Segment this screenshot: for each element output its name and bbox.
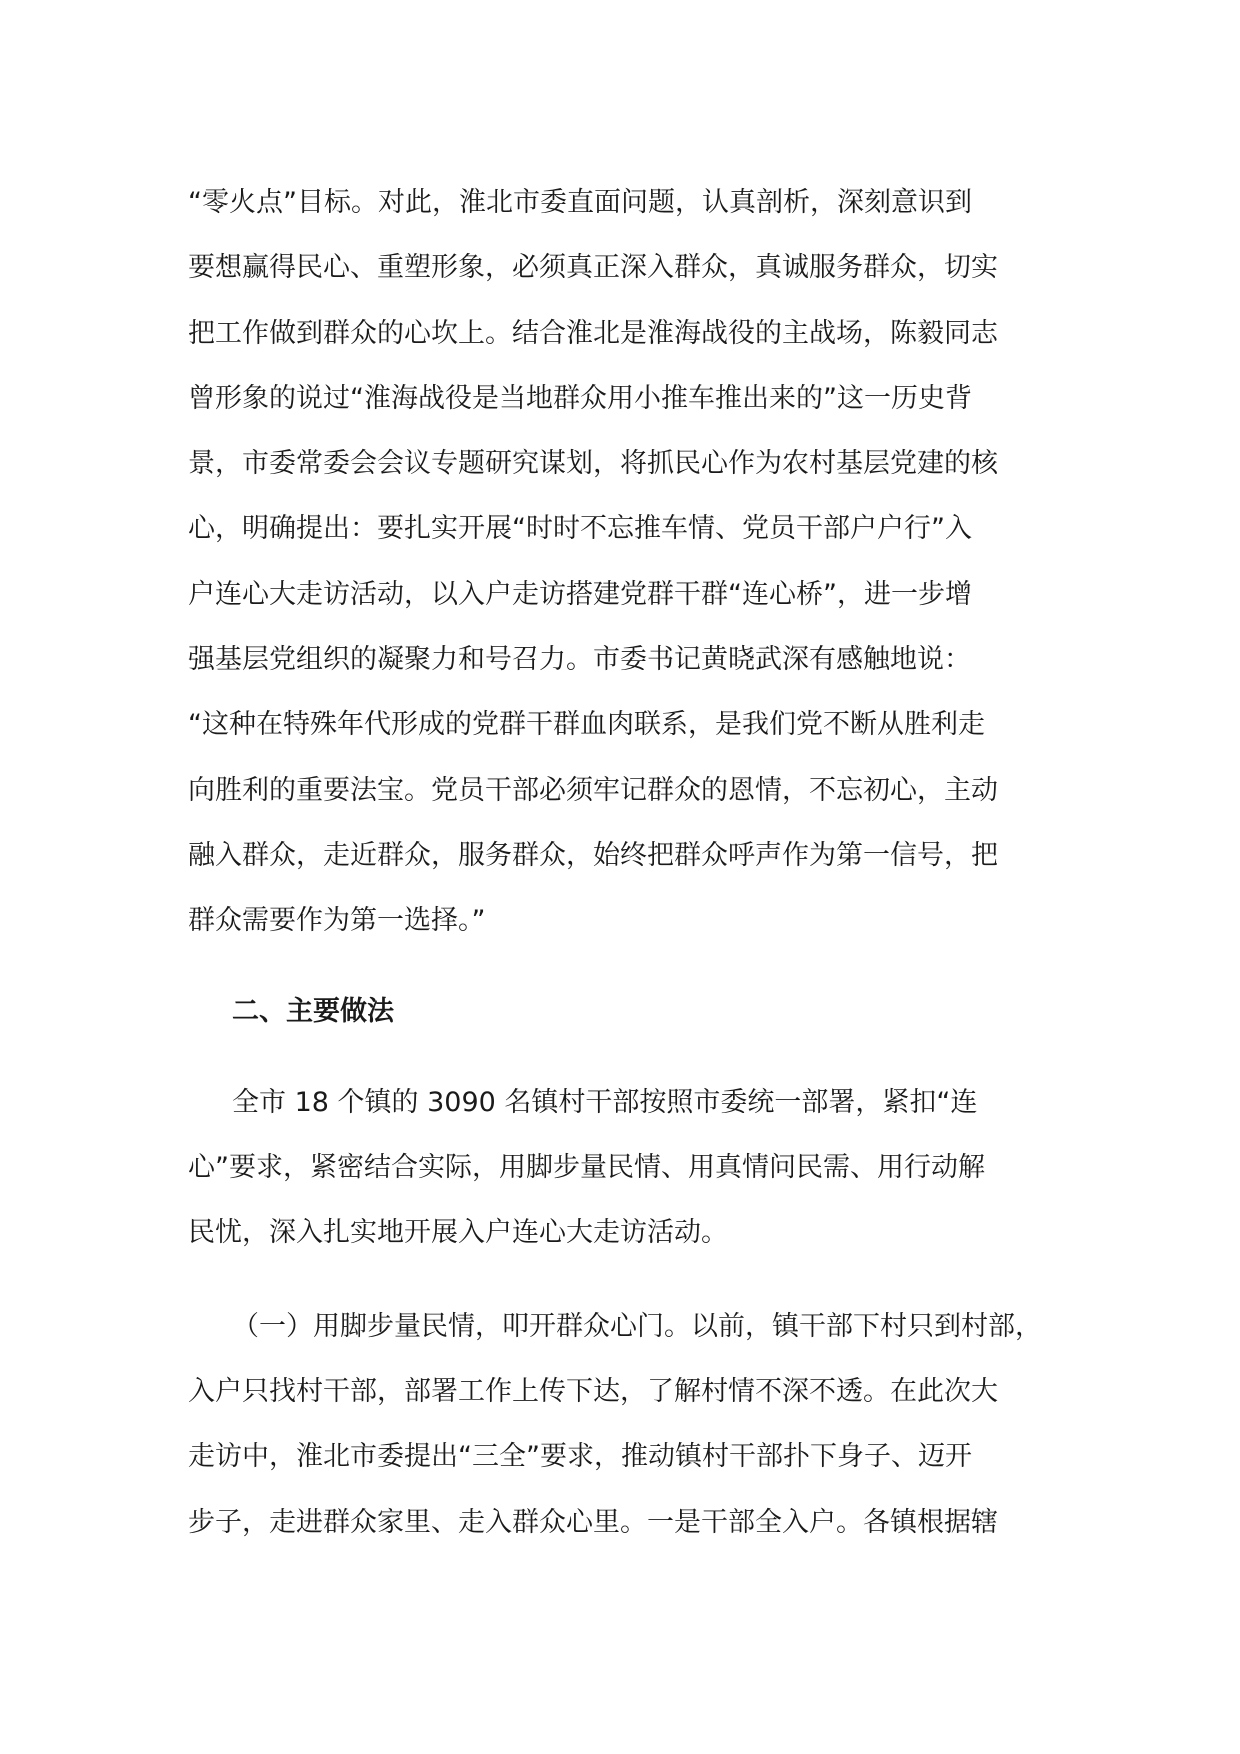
text-line: 户连心大走访活动，以入户走访搭建党群干群“连心桥”，进一步增 [188,578,972,610]
text-line: 心”要求，紧密结合实际，用脚步量民情、用真情问民需、用行动解 [188,1152,985,1184]
text-line: 走访中，淮北市委提出“三全”要求，推动镇村干部扑下身子、迈开 [188,1441,972,1473]
text-line: 把工作做到群众的心坎上。结合淮北是淮海战役的主战场，陈毅同志 [188,317,998,349]
section-heading: 二、主要做法 [232,995,394,1027]
text-line: 步子，走进群众家里、走入群众心里。一是干部全入户。各镇根据辖 [188,1506,998,1538]
section-heading-block [188,979,1048,1044]
text-line: “零火点”目标。对此，淮北市委直面问题，认真剖析，深刻意识到 [188,187,972,218]
text-line: 融入群众，走近群众，服务群众，始终把群众呼声作为第一信号，把 [188,839,998,871]
text-line: 景，市委常委会会议专题研究谋划，将抓民心作为农村基层党建的核 [188,448,998,480]
text-line: （一）用脚步量民情，叩开群众心门。以前，镇干部下村只到村部， [232,1310,1042,1342]
text-line: 群众需要作为第一选择。” [188,905,486,937]
paragraph-overview [188,1070,1048,1266]
text-line: “这种在特殊年代形成的党群干群血肉联系，是我们党不断从胜利走 [188,709,985,741]
text-line: 要想赢得民心、重塑形象，必须真正深入群众，真诚服务群众，切实 [188,252,998,284]
text-line: 全市 18 个镇的 3090 名镇村干部按照市委统一部署，紧扣“连 [232,1086,978,1118]
text-line: 民忧，深入扎实地开展入户连心大走访活动。 [188,1217,728,1249]
paragraph-background [188,170,1048,954]
paragraph-subsection-1 [188,1294,1048,1555]
text-line: 入户只找村干部，部署工作上传下达，了解村情不深不透。在此次大 [188,1376,998,1408]
text-line: 向胜利的重要法宝。党员干部必须牢记群众的恩情，不忘初心，主动 [188,774,998,806]
text-line: 强基层党组织的凝聚力和号召力。市委书记黄晓武深有感触地说： [188,644,971,676]
text-line: 心，明确提出：要扎实开展“时时不忘推车情、党员干部户户行”入 [188,513,972,545]
document-body [188,170,1048,1555]
text-line: 曾形象的说过“淮海战役是当地群众用小推车推出来的”这一历史背 [188,382,972,414]
